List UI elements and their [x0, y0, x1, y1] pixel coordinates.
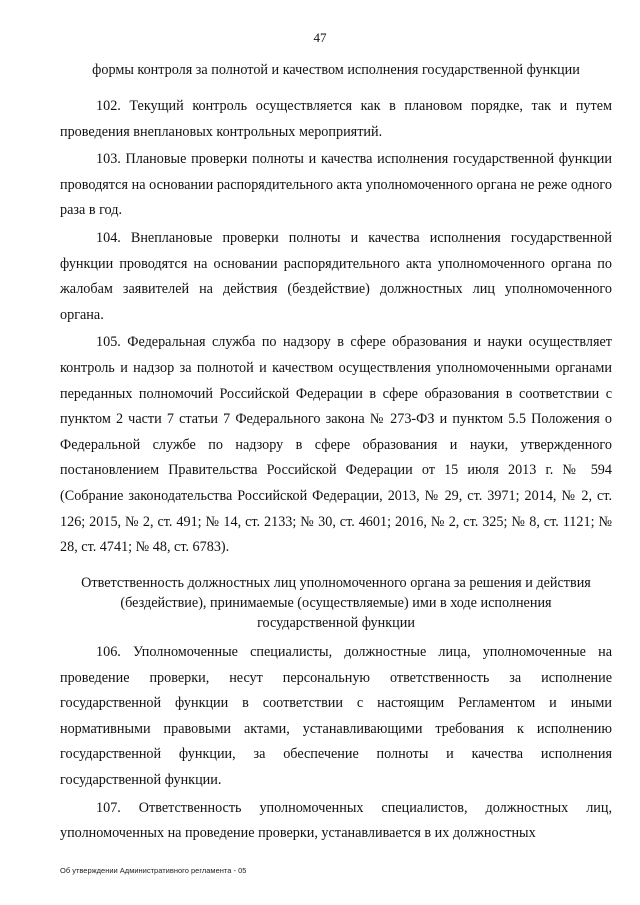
- section-heading-block: [60, 573, 612, 633]
- paragraph-106: 106. Уполномоченные специалисты, должностные лица, уполномоченные на проведение проверки, несут персональную ответственность за исполнение государственной функции в соответствии с настоящим Регламентом и иными нормативными правовыми актами, устанавливающими требования к исполнению государственной функции, за обеспечение полноты и качества исполнения государственной функции.: [60, 644, 612, 788]
- paragraph-103: 103. Плановые проверки полноты и качества исполнения государственной функции проводятся на основании распорядительного акта уполномоченного органа не реже одного раза в год.: [60, 151, 612, 219]
- paragraph-102: 102. Текущий контроль осуществляется как в плановом порядке, так и путем проведения внеплановых контрольных мероприятий.: [60, 98, 612, 140]
- paragraph-104: 104. Внеплановые проверки полноты и качества исполнения государственной функции проводятся на основании распорядительного акта уполномоченного органа по жалобам заявителей на действия (бездействие) должностных лиц уполномоченного органа.: [60, 229, 612, 323]
- section-heading-line-1: Ответственность должностных лиц уполномоченного органа за решения и действия: [81, 575, 591, 591]
- page-footer: Об утверждении Административного регламента - 05: [60, 866, 247, 875]
- paragraphs-block-b: [60, 640, 612, 847]
- section-heading: формы контроля за полнотой и качеством исполнения государственной функции: [92, 62, 580, 78]
- paragraph-107: 107. Ответственность уполномоченных специалистов, должностных лиц, уполномоченных на проведение проверки, устанавливается в их должностных: [60, 799, 612, 842]
- paragraph-105: 105. Федеральная служба по надзору в сфере образования и науки осуществляет контроль и надзор за полнотой и качеством осуществления уполномоченными органами переданных полномочий Российской Федерации в сфере образования в соответствии с пунктом 2 части 7 статьи 7 Федерального закона № 273-ФЗ и пунктом 5.5 Положения о Федеральной службе по надзору в сфере образования и науки, утвержденного постановлением Правительства Российской Федерации от 15 июля 2013 г. № 594 (Собрание законодательства Российской Федерации, 2013, № 29, ст. 3971; 2014, № 2, ст. 126; 2015, № 2, ст. 491; № 14, ст. 2133; № 30, ст. 4601; 2016, № 2, ст. 325; № 8, ст. 1121; № 28, ст. 4741; № 48, ст. 6783).: [60, 334, 612, 556]
- paragraphs-block-a: [60, 94, 612, 561]
- section-heading-line-3: государственной функции: [257, 615, 415, 631]
- page-number: 47: [313, 30, 327, 45]
- section-top: [60, 58, 612, 82]
- section-heading-line-2: (бездействие), принимаемые (осуществляемые) ими в ходе исполнения: [120, 595, 552, 611]
